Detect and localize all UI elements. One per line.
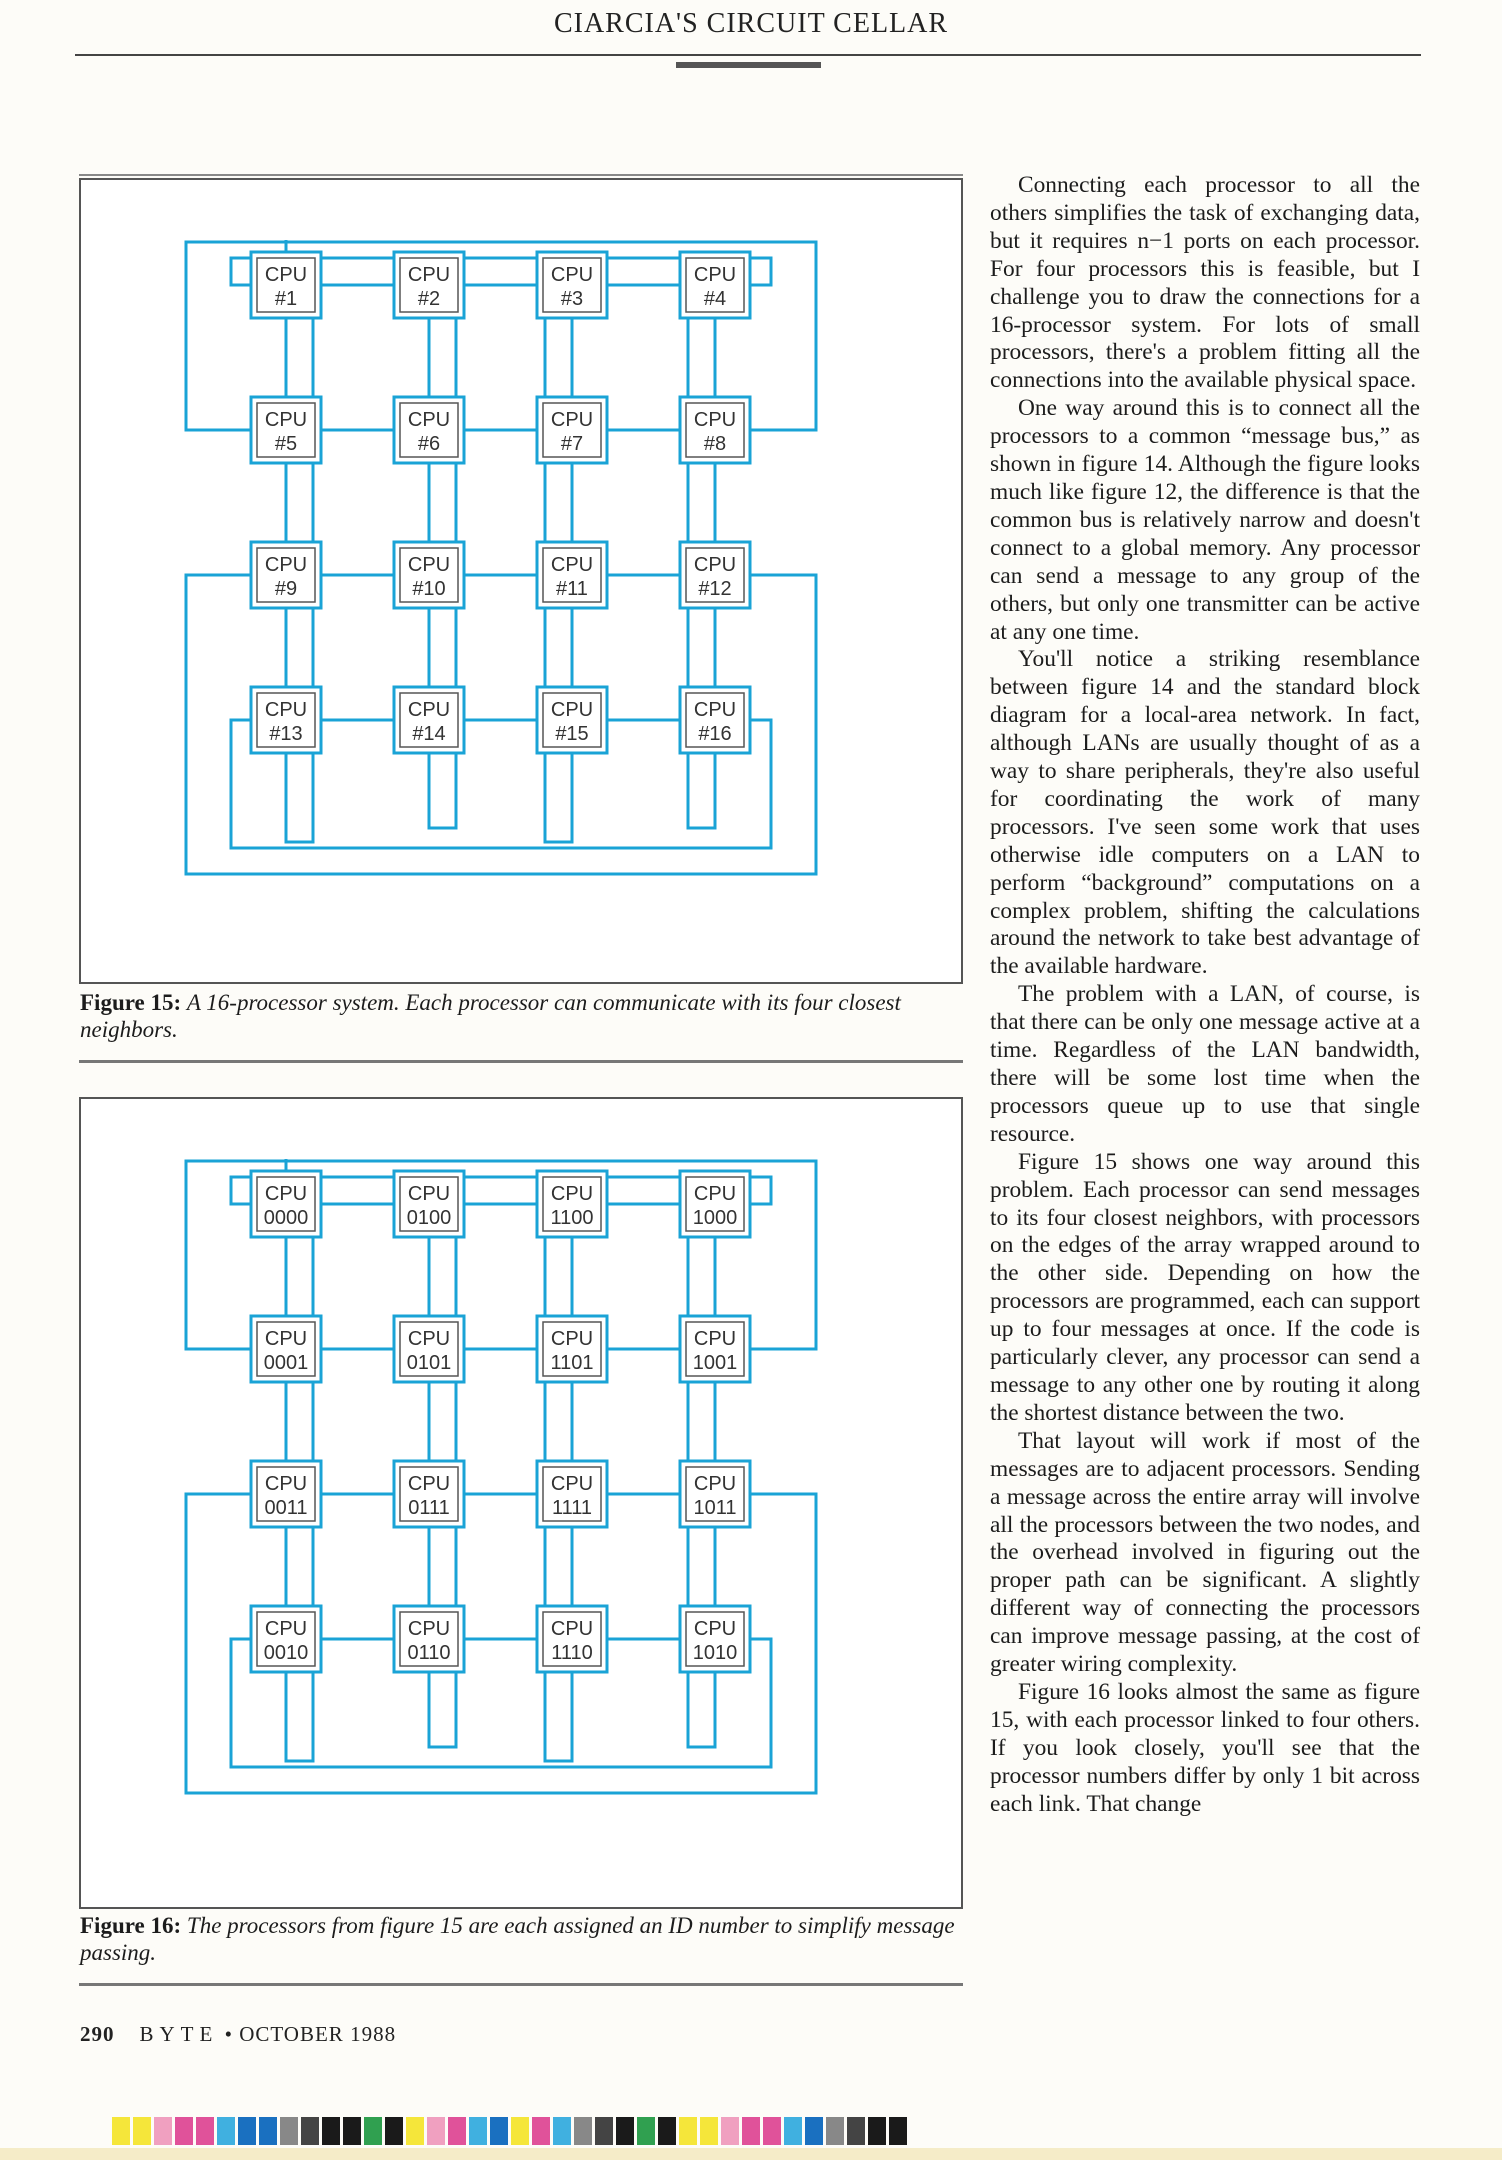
cpu-node — [251, 1171, 321, 1237]
cpu-id: #8 — [703, 433, 727, 455]
cpu-id: #3 — [560, 288, 584, 310]
cpu-label: CPU — [693, 1328, 737, 1350]
color-swatch — [385, 2117, 403, 2145]
cpu-node — [251, 542, 321, 608]
header-rule — [75, 54, 1421, 56]
body-text — [990, 172, 1420, 1818]
paragraph: Connecting each processor to all the others simplifies the task of exchanging data, but it requires n−1 ports on each processor. For four processors this is feasible, but I challenge you to draw the connections for a 16-processor system. For lots of small processors, there's a problem fitting all the connections into the available physical space. — [990, 172, 1420, 394]
cpu-id: 0000 — [263, 1207, 309, 1229]
figure-15-top-rule — [79, 174, 963, 176]
cpu-label: CPU — [407, 554, 451, 576]
cpu-node — [394, 1316, 464, 1382]
cpu-id: 1111 — [551, 1497, 593, 1519]
paragraph: Figure 15 shows one way around this problem. Each processor can send messages to its four closest neighbors, with processors on the edges of the array wrapped around to the other side. Depending on how the processors are programmed, each can support up to four messages at once. If the code is particularly clever, any processor can send a message to any other one by routing it along the shortest distance between the two. — [990, 1148, 1420, 1426]
color-swatch — [238, 2117, 256, 2145]
cpu-id: #10 — [412, 578, 446, 600]
color-swatch — [553, 2117, 571, 2145]
cpu-node — [537, 1316, 607, 1382]
cpu-node — [537, 542, 607, 608]
cpu-label: CPU — [693, 264, 737, 286]
cpu-id: #7 — [560, 433, 584, 455]
cpu-label: CPU — [550, 264, 594, 286]
figure-15-caption — [80, 989, 960, 1043]
color-swatch — [427, 2117, 445, 2145]
cpu-node — [251, 687, 321, 753]
cpu-label: CPU — [693, 699, 737, 721]
cpu-id: #12 — [698, 578, 732, 600]
running-header: CIARCIA'S CIRCUIT CELLAR — [553, 8, 949, 39]
cpu-id: 0111 — [408, 1497, 450, 1519]
color-swatch — [322, 2117, 340, 2145]
cpu-id: 1101 — [550, 1352, 594, 1374]
page-footer — [80, 2022, 396, 2047]
cpu-node — [680, 252, 750, 318]
cpu-node — [537, 397, 607, 463]
cpu-label: CPU — [264, 264, 308, 286]
cpu-id: 0010 — [263, 1642, 309, 1664]
cpu-node — [251, 1316, 321, 1382]
cpu-label: CPU — [264, 409, 308, 431]
cpu-node — [394, 1461, 464, 1527]
cpu-node — [394, 252, 464, 318]
cpu-node — [394, 1606, 464, 1672]
header-tab — [676, 62, 821, 68]
cpu-node — [680, 1606, 750, 1672]
cpu-label: CPU — [264, 1328, 308, 1350]
color-swatch — [847, 2117, 865, 2145]
color-swatch — [700, 2117, 718, 2145]
color-swatch — [511, 2117, 529, 2145]
cpu-label: CPU — [550, 1328, 594, 1350]
cpu-id: #13 — [269, 723, 303, 745]
figure-16-bottom-rule — [79, 1983, 963, 1986]
cpu-node — [680, 687, 750, 753]
cpu-id: 0011 — [264, 1497, 308, 1519]
issue-date: OCTOBER 1988 — [239, 2022, 397, 2046]
cpu-label: CPU — [407, 1618, 451, 1640]
cpu-label: CPU — [264, 554, 308, 576]
cpu-id: #16 — [698, 723, 732, 745]
color-swatch — [763, 2117, 781, 2145]
printer-color-bar — [112, 2117, 910, 2145]
color-swatch — [679, 2117, 697, 2145]
magazine-name: BYTE — [139, 2022, 219, 2046]
paragraph: Figure 16 looks almost the same as figure 15, with each processor linked to four others. If you look closely, you'll see that the processor numbers differ by only 1 bit across each link. That change — [990, 1678, 1420, 1817]
cpu-label: CPU — [550, 1183, 594, 1205]
cpu-id: 1011 — [693, 1497, 737, 1519]
cpu-id: 0101 — [406, 1352, 452, 1374]
footer-separator: • — [224, 2022, 233, 2046]
page-bottom-strip — [0, 2148, 1502, 2160]
cpu-id: #5 — [274, 433, 298, 455]
color-swatch — [406, 2117, 424, 2145]
cpu-label: CPU — [407, 1183, 451, 1205]
cpu-label: CPU — [693, 554, 737, 576]
color-swatch — [805, 2117, 823, 2145]
color-swatch — [154, 2117, 172, 2145]
cpu-label: CPU — [407, 699, 451, 721]
color-swatch — [784, 2117, 802, 2145]
cpu-node — [394, 1171, 464, 1237]
color-swatch — [826, 2117, 844, 2145]
cpu-id: #15 — [555, 723, 589, 745]
cpu-label: CPU — [550, 409, 594, 431]
page-number: 290 — [80, 2022, 115, 2046]
cpu-label: CPU — [407, 1328, 451, 1350]
cpu-node — [680, 542, 750, 608]
figure-16-diagram — [81, 1099, 961, 1907]
cpu-id: #11 — [556, 578, 588, 600]
cpu-id: 0001 — [263, 1352, 309, 1374]
color-swatch — [868, 2117, 886, 2145]
cpu-label: CPU — [693, 1618, 737, 1640]
cpu-id: #9 — [274, 578, 298, 600]
color-swatch — [196, 2117, 214, 2145]
figure-16-caption-text: The processors from figure 15 are each assigned an ID number to simplify message passing. — [80, 1913, 955, 1965]
cpu-label: CPU — [264, 1618, 308, 1640]
cpu-node — [537, 252, 607, 318]
cpu-node — [680, 1316, 750, 1382]
cpu-label: CPU — [693, 1473, 737, 1495]
color-swatch — [280, 2117, 298, 2145]
color-swatch — [133, 2117, 151, 2145]
color-swatch — [301, 2117, 319, 2145]
figure-15-bottom-rule — [79, 1060, 963, 1063]
cpu-node — [251, 1606, 321, 1672]
color-swatch — [448, 2117, 466, 2145]
cpu-label: CPU — [264, 1473, 308, 1495]
color-swatch — [637, 2117, 655, 2145]
cpu-node — [537, 1461, 607, 1527]
paragraph: You'll notice a striking resemblance between figure 14 and the standard block diagram for a local-area network. In fact, although LANs are usually thought of as a way to share peripherals, they're also useful for coordinating the work of many processors. I've seen some work that uses otherwise idle computers on a LAN to perform “background” computations on a complex problem, shifting the calculations around the network to take best advantage of the available hardware. — [990, 646, 1420, 980]
cpu-node — [680, 1461, 750, 1527]
cpu-label: CPU — [693, 1183, 737, 1205]
color-swatch — [616, 2117, 634, 2145]
cpu-id: #1 — [274, 288, 298, 310]
cpu-label: CPU — [407, 409, 451, 431]
cpu-id: 1110 — [551, 1642, 593, 1664]
paragraph: The problem with a LAN, of course, is that there can be only one message active at a time. Regardless of the LAN bandwidth, there will be some lost time when the processors queue up to use that single resource. — [990, 981, 1420, 1147]
color-swatch — [217, 2117, 235, 2145]
figure-16-caption-label: Figure 16: — [80, 1913, 182, 1938]
cpu-node — [680, 1171, 750, 1237]
cpu-label: CPU — [550, 699, 594, 721]
color-swatch — [742, 2117, 760, 2145]
cpu-node — [680, 397, 750, 463]
cpu-id: #2 — [417, 288, 441, 310]
cpu-node — [537, 1171, 607, 1237]
cpu-label: CPU — [407, 264, 451, 286]
cpu-node — [251, 397, 321, 463]
color-swatch — [490, 2117, 508, 2145]
color-swatch — [112, 2117, 130, 2145]
figure-15-caption-label: Figure 15: — [80, 990, 182, 1015]
cpu-label: CPU — [693, 409, 737, 431]
color-swatch — [889, 2117, 907, 2145]
color-swatch — [532, 2117, 550, 2145]
cpu-id: #6 — [417, 433, 441, 455]
cpu-id: 1001 — [692, 1352, 738, 1374]
color-swatch — [343, 2117, 361, 2145]
cpu-id: #4 — [703, 288, 727, 310]
color-swatch — [595, 2117, 613, 2145]
cpu-id: 1010 — [692, 1642, 738, 1664]
cpu-node — [394, 542, 464, 608]
cpu-label: CPU — [550, 1473, 594, 1495]
cpu-node — [251, 252, 321, 318]
cpu-label: CPU — [550, 1618, 594, 1640]
cpu-node — [537, 1606, 607, 1672]
cpu-id: 0110 — [407, 1642, 451, 1664]
figure-15-diagram — [81, 180, 961, 982]
paragraph: That layout will work if most of the messages are to adjacent processors. Sending a message across the entire array will involve all the processors between the two nodes, and the overhead involved in figuring out the proper path can be significant. A slightly different way of connecting the processors can improve message passing, at the cost of greater wiring complexity. — [990, 1427, 1420, 1678]
cpu-id: 1100 — [550, 1207, 594, 1229]
cpu-node — [251, 1461, 321, 1527]
cpu-label: CPU — [264, 699, 308, 721]
figure-16-caption — [80, 1912, 960, 1966]
color-swatch — [658, 2117, 676, 2145]
figure-15 — [79, 178, 963, 984]
cpu-label: CPU — [407, 1473, 451, 1495]
cpu-label: CPU — [264, 1183, 308, 1205]
cpu-id: #14 — [412, 723, 446, 745]
cpu-label: CPU — [550, 554, 594, 576]
color-swatch — [364, 2117, 382, 2145]
cpu-id: 1000 — [692, 1207, 738, 1229]
cpu-node — [394, 397, 464, 463]
cpu-node — [394, 687, 464, 753]
figure-16 — [79, 1097, 963, 1909]
color-swatch — [259, 2117, 277, 2145]
figure-15-caption-text: A 16-processor system. Each processor can communicate with its four closest neighbors. — [80, 990, 901, 1042]
color-swatch — [574, 2117, 592, 2145]
cpu-node — [537, 687, 607, 753]
color-swatch — [175, 2117, 193, 2145]
color-swatch — [469, 2117, 487, 2145]
paragraph: One way around this is to connect all the processors to a common “message bus,” as shown in figure 14. Although the figure looks much like figure 12, the difference is that the common bus is relatively narrow and doesn't connect to a global memory. Any processor can send a message to any group of the others, but only one transmitter can be active at any one time. — [990, 395, 1420, 645]
cpu-id: 0100 — [406, 1207, 452, 1229]
color-swatch — [721, 2117, 739, 2145]
